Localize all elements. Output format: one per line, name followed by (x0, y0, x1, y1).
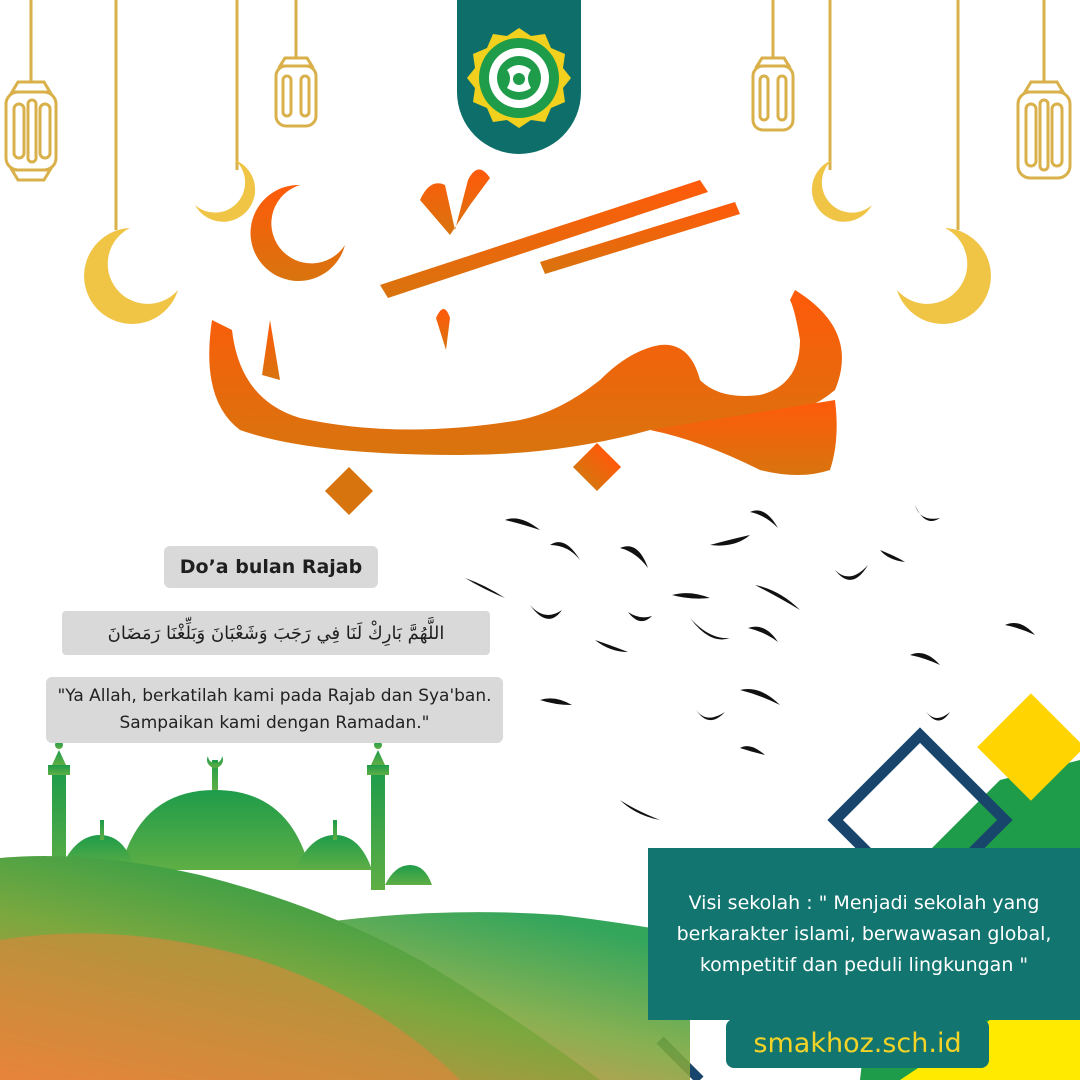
vision-box (648, 848, 1080, 1020)
rajab-calligraphy (209, 169, 842, 515)
lantern-far-right (1018, 0, 1070, 178)
lantern-left (276, 0, 316, 126)
crescent-moon-icon (195, 160, 255, 222)
vision-text: Visi sekolah : " Menjadi sekolah yang berkarakter islami, berwawasan global, kompetitif dan peduli lingkungan " (676, 891, 1052, 976)
crescent-moon-icon (897, 228, 991, 324)
lantern-far-left (6, 0, 56, 180)
doa-translation-box (46, 677, 503, 743)
crescent-moon-icon (812, 160, 872, 222)
bird-flock (465, 505, 1035, 820)
doa-title-box (164, 546, 378, 588)
crescent-moon-icon (84, 228, 178, 324)
doa-translation-text: "Ya Allah, berkatilah kami pada Rajab dan Sya'ban. Sampaikan kami dengan Ramadan." (57, 686, 492, 733)
school-logo-badge (457, 0, 581, 154)
doa-arabic-box (62, 611, 490, 655)
school-emblem-icon (467, 26, 571, 130)
website-box[interactable] (726, 1019, 989, 1068)
website-link[interactable]: smakhoz.sch.id (753, 1028, 962, 1059)
lantern-right (753, 0, 793, 130)
doa-arabic-text: اللَّهُمَّ بَارِكْ لَنَا فِي رَجَبَ وَشَعْبَانَ وَبَلِّغْنَا رَمَضَانَ (107, 622, 445, 644)
doa-title: Do’a bulan Rajab (179, 556, 363, 578)
